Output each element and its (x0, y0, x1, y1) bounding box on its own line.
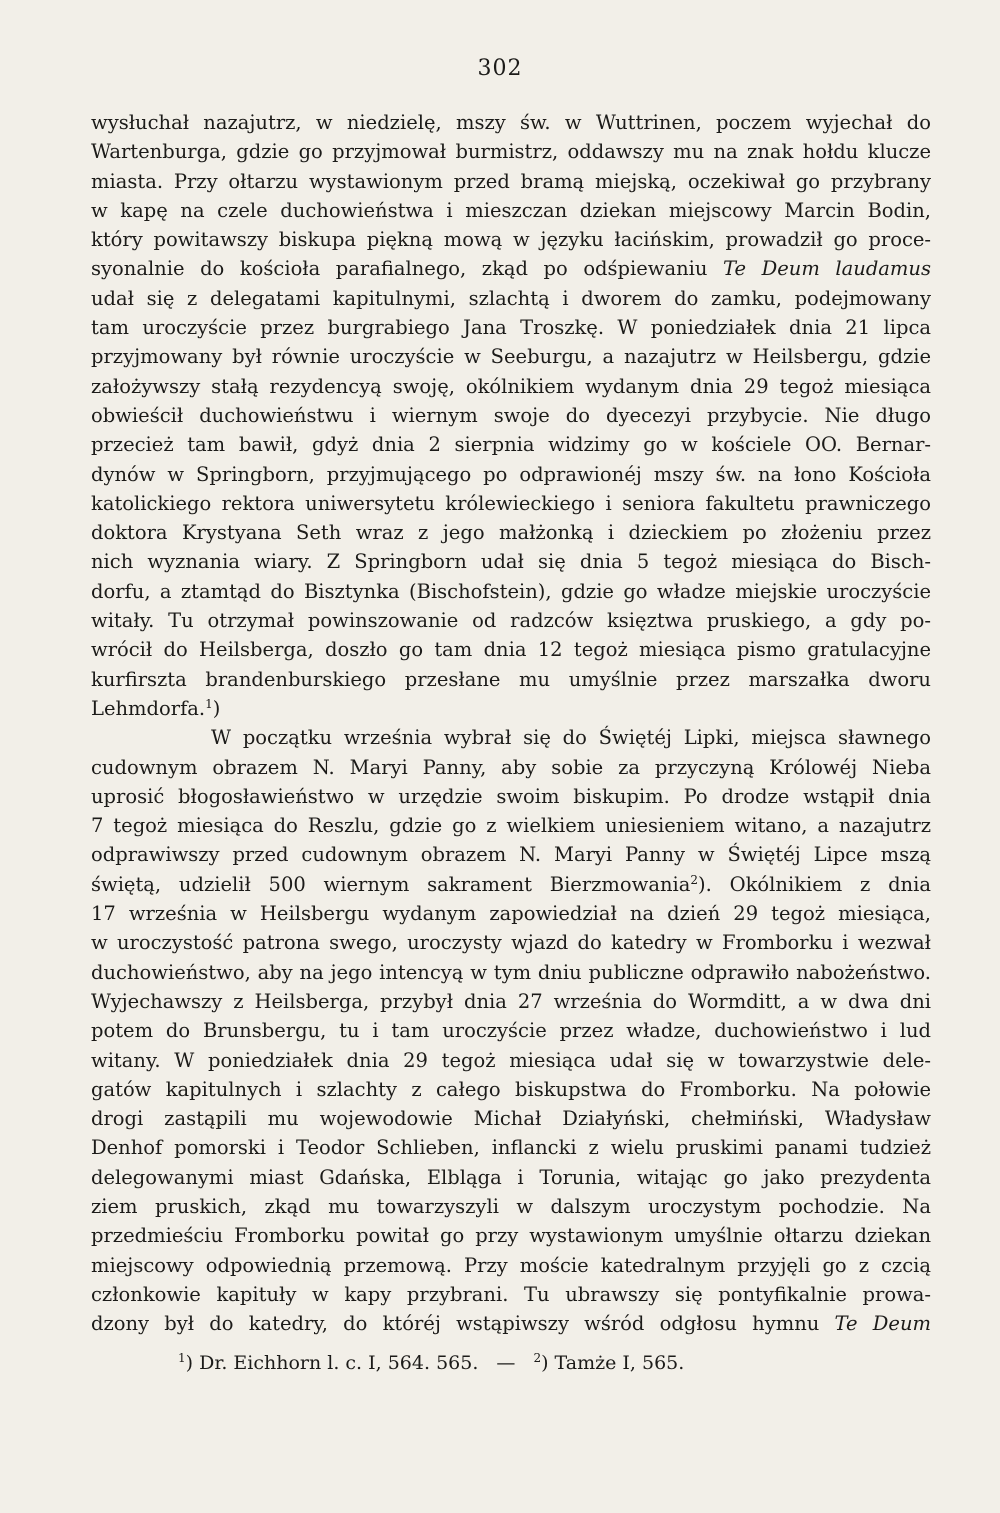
line-text: Wartenburga, gdzie go przyjmował burmistrz, oddawszy mu na znak hołdu klucze (91, 140, 931, 164)
line-text: 17 września w Heilsbergu wydanym zapowiedział na dzień 29 tegoż miesiąca, (91, 902, 931, 926)
footnote-text: ) Dr. Eichhorn l. c. I, 564. 565. (185, 1352, 479, 1374)
italic-text: Te Deum (834, 1312, 931, 1336)
text-line (91, 284, 931, 313)
text-line (91, 1016, 931, 1045)
text-line (91, 372, 931, 401)
line-text: syonalnie do kościoła parafialnego, zkąd po odśpiewaniu (91, 257, 724, 281)
text-line (91, 840, 931, 869)
text-line (91, 958, 931, 987)
text-line (91, 870, 931, 899)
text-line (91, 577, 931, 606)
line-text: delegowanymi miast Gdańska, Elbląga i Torunia, witając go jako prezydenta (91, 1165, 931, 1189)
line-text: przyjmowany był równie uroczyście w Seeburgu, a nazajutrz w Heilsbergu, gdzie (91, 345, 931, 369)
text-line (91, 489, 931, 518)
line-text: obwieścił duchowieństwu i wiernym swoje do dyecezyi przybycie. Nie długo (91, 403, 931, 427)
line-text: gatów kapitulnych i szlachty z całego biskupstwa do Fromborku. Na połowie (91, 1077, 931, 1101)
line-text: dorfu, a ztamtąd do Bisztynka (Bischofstein), gdzie go władze miejskie uroczyście (91, 579, 931, 603)
text-line (91, 635, 931, 664)
footnote-mark: 1 (178, 1351, 186, 1365)
line-text: drogi zastąpili mu wojewodowie Michał Działyński, chełmiński, Władysław (91, 1107, 931, 1131)
line-text: ). Okólnikiem z dnia (698, 872, 931, 896)
text-line (91, 899, 931, 928)
line-text: ) (212, 696, 221, 720)
text-line (91, 811, 931, 840)
body-text (91, 108, 931, 1338)
footnote-1 (178, 1352, 478, 1374)
line-text: wysłuchał nazajutrz, w niedzielę, mszy św. w Wuttrinen, poczem wyjechał do (91, 111, 931, 134)
footnote-ref: 2 (690, 872, 699, 887)
line-text: dynów w Springborn, przyjmującego po odprawionéj mszy św. na łono Kościoła (91, 462, 931, 486)
line-text: miasta. Przy ołtarzu wystawionym przed bramą miejską, oczekiwał go przybrany (91, 169, 931, 193)
line-text: tam uroczyście przez burgrabiego Jana Troszkę. W poniedziałek dnia 21 lipca (91, 316, 931, 340)
line-text: 7 tegoż miesiąca do Reszlu, gdzie go z wielkiem uniesieniem witano, a nazajutrz (91, 814, 931, 838)
text-line (91, 225, 931, 254)
line-text: ziem pruskich, zkąd mu towarzyszyli w dalszym uroczystym pochodzie. Na (91, 1194, 931, 1218)
line-text: potem do Brunsbergu, tu i tam uroczyście przez władze, duchowieństwo i lud (91, 1019, 931, 1043)
text-line (91, 928, 931, 957)
text-line (91, 137, 931, 166)
line-text: który powitawszy biskupa piękną mową w języku łacińskim, prowadził go proce- (91, 228, 931, 252)
line-text: duchowieństwo, aby na jego intencyą w tym dniu publiczne odprawiło nabożeństwo. (91, 960, 931, 984)
line-text: wrócił do Heilsberga, doszło go tam dnia 12 tegoż miesiąca pismo gratulacyjne (91, 638, 931, 662)
line-text: doktora Krystyana Seth wraz z jego małżonką i dzieckiem po złożeniu przez (91, 521, 931, 545)
line-text: Denhof pomorski i Teodor Schlieben, inflancki z wielu pruskimi panami tudzież (91, 1136, 931, 1160)
line-text: miejscowy odpowiednią przemową. Przy moście katedralnym przyjęli go z czcią (91, 1253, 931, 1277)
line-text: dzony był do katedry, do któréj wstąpiwszy wśród odgłosu hymnu (91, 1312, 835, 1336)
line-text: przecież tam bawił, gdyż dnia 2 sierpnia widzimy go w kościele OO. Bernar- (91, 433, 931, 457)
text-line (91, 1309, 931, 1338)
line-text: uprosić błogosławieństwo w urzędzie swoim biskupim. Po drodze wstąpił dnia (91, 784, 931, 808)
line-text: W początku września wybrał się do Świętéj Lipki, miejsca sławnego (211, 726, 931, 750)
footnote-text: ) Tamże I, 565. (541, 1352, 685, 1374)
footnote-ref: 1 (205, 696, 213, 711)
text-line (91, 518, 931, 547)
text-line (91, 606, 931, 635)
text-line (91, 694, 931, 723)
text-line (91, 1221, 931, 1250)
text-line (91, 254, 931, 283)
text-line (91, 313, 931, 342)
line-text: udał się z delegatami kapitulnymi, szlachtą i dworem do zamku, podejmowany (91, 286, 931, 310)
line-text: witany. W poniedziałek dnia 29 tegoż miesiąca udał się w towarzystwie dele- (91, 1048, 931, 1072)
line-text: przedmieściu Fromborku powitał go przy wystawionym umyślnie ołtarzu dziekan (91, 1224, 931, 1248)
page-number: 302 (477, 56, 523, 81)
line-text: założywszy stałą rezydencyą swoję, okólnikiem wydanym dnia 29 tegoż miesiąca (91, 374, 931, 398)
text-line (91, 167, 931, 196)
text-line (91, 401, 931, 430)
text-line (91, 1133, 931, 1162)
line-text: witały. Tu otrzymał powinszowanie od radzców księztwa pruskiego, a gdy po- (91, 609, 931, 633)
text-line (91, 1046, 931, 1075)
text-line (91, 196, 931, 225)
line-text: cudownym obrazem N. Maryi Panny, aby sobie za przyczyną Królowéj Nieba (91, 755, 931, 779)
text-line (91, 547, 931, 576)
text-line (91, 723, 931, 752)
text-line (91, 108, 931, 137)
line-text: katolickiego rektora uniwersytetu królewieckiego i seniora fakultetu prawniczego (91, 491, 931, 515)
line-text: odprawiwszy przed cudownym obrazem N. Maryi Panny w Świętéj Lipce mszą (91, 843, 931, 867)
footnotes (178, 1352, 684, 1374)
line-text: świętą, udzielił 500 wiernym sakrament Bierzmowania (91, 872, 691, 896)
text-line (91, 460, 931, 489)
line-text: członkowie kapituły w kapy przybrani. Tu ubrawszy się pontyfikalnie prowa- (91, 1282, 931, 1306)
text-line (91, 342, 931, 371)
text-line (91, 1192, 931, 1221)
line-text: nich wyznania wiary. Z Springborn udał się dnia 5 tegoż miesiąca do Bisch- (91, 550, 931, 574)
line-text: w kapę na czele duchowieństwa i mieszczan dziekan miejscowy Marcin Bodin, (91, 198, 931, 222)
text-line (91, 665, 931, 694)
line-text: kurfirszta brandenburskiego przesłane mu umyślnie przez marszałka dworu (91, 667, 931, 691)
line-text: w uroczystość patrona swego, uroczysty wjazd do katedry w Fromborku i wezwał (91, 931, 931, 955)
footnote-2 (533, 1352, 684, 1374)
text-line (91, 1075, 931, 1104)
text-line (91, 1104, 931, 1133)
text-line (91, 1280, 931, 1309)
text-line (91, 987, 931, 1016)
text-line (91, 1251, 931, 1280)
line-text: Lehmdorfa. (91, 696, 206, 720)
text-line (91, 430, 931, 459)
italic-text: Te Deum laudamus (723, 257, 931, 281)
text-line (91, 782, 931, 811)
footnote-separator: — (496, 1352, 516, 1374)
text-line (91, 753, 931, 782)
line-text: Wyjechawszy z Heilsberga, przybył dnia 27 września do Wormditt, a w dwa dni (91, 989, 931, 1013)
text-line (91, 1163, 931, 1192)
footnote-mark: 2 (533, 1351, 542, 1365)
